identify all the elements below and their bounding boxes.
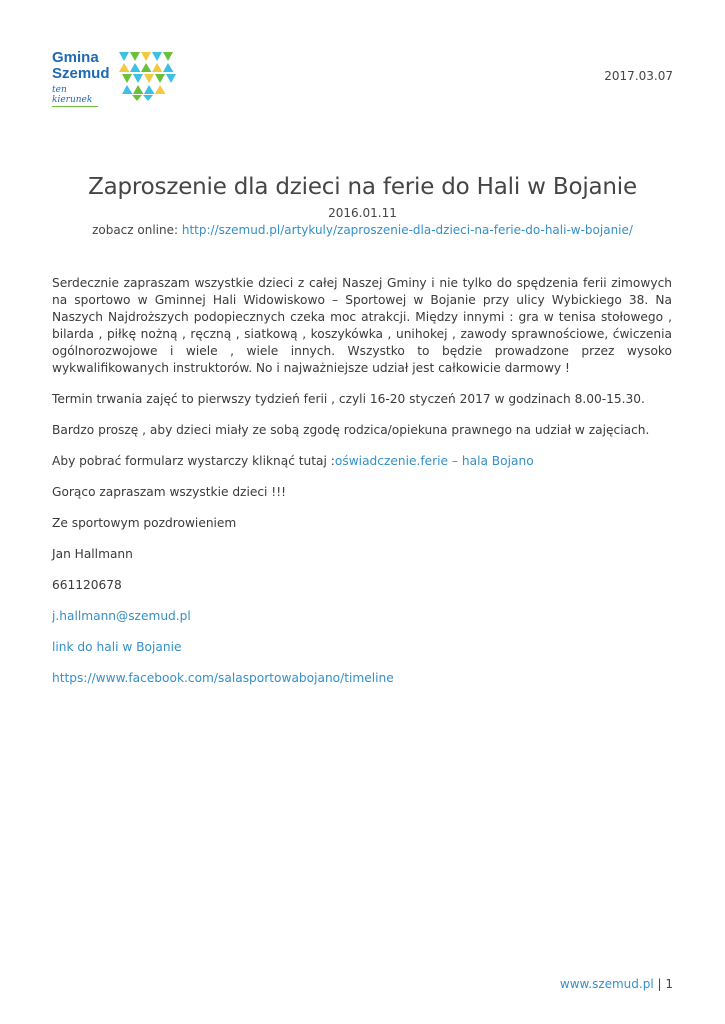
greeting-paragraph: Ze sportowym pozdrowieniem xyxy=(52,516,237,530)
form-text: Aby pobrać formularz wystarczy kliknąć tutaj : xyxy=(52,454,335,468)
phone-number: 661120678 xyxy=(52,578,122,592)
email-link[interactable]: j.hallmann@szemud.pl xyxy=(52,609,191,623)
article-body xyxy=(52,275,672,701)
logo-line-2: Szemud xyxy=(52,65,110,82)
logo-line-1: Gmina xyxy=(52,49,99,66)
logo-wordmark xyxy=(52,50,118,107)
facebook-paragraph xyxy=(52,670,672,687)
intro-paragraph: Serdecznie zapraszam wszystkie dzieci z całej Naszej Gminy i nie tylko do spędzenia ferii zimowych na sportowo w Gminnej Hali Widowiskowo – Sportowej w Bojanie przy ulicy Wybickiego 38. Na Naszych Najdroższych podopiecznych czeka moc atrakcji. Między innymi : gra w tenisa stołowego , bilarda , piłkę nożną , ręczną , siatkową , koszykówka , unihokej , zawody sprawnościowe, ćwiczenia ogólnorozwojowe i wiele , wiele innych. Wszystko to będzie prowadzone przez wysoko wykwalifikowanych instruktorów. No i najważniejsze udział jest całkowicie darmowy ! xyxy=(52,276,672,375)
schedule-paragraph: Termin trwania zajęć to pierwszy tydzień ferii , czyli 16-20 styczeń 2017 w godzinach 8.00-15.30. xyxy=(52,392,645,406)
footer-site-link[interactable]: www.szemud.pl xyxy=(559,977,654,991)
footer-separator: | xyxy=(653,977,666,991)
hall-link[interactable]: link do hali w Bojanie xyxy=(52,640,182,654)
publication-date: 2016.01.11 xyxy=(328,206,397,220)
document-date: 2017.03.07 xyxy=(604,69,673,83)
hall-link-paragraph xyxy=(52,639,672,656)
form-download-link[interactable]: oświadczenie.ferie – hala Bojano xyxy=(334,454,534,468)
online-label: zobacz online: xyxy=(92,223,182,237)
email-paragraph xyxy=(52,608,672,625)
logo-tagline: ten kierunek xyxy=(52,85,98,107)
consent-paragraph: Bardzo proszę , aby dzieci miały ze sobą zgodę rodzica/opiekuna prawnego na udział w zajęciach. xyxy=(52,423,650,437)
form-paragraph xyxy=(52,453,672,470)
online-source-line xyxy=(0,223,725,237)
page-footer xyxy=(560,977,673,991)
author-name: Jan Hallmann xyxy=(52,547,133,561)
page-title: Zaproszenie dla dzieci na ferie do Hali w Bojanie xyxy=(88,174,637,200)
gmina-szemud-logo xyxy=(52,50,182,106)
page-number: 1 xyxy=(665,977,673,991)
invitation-paragraph: Gorąco zapraszam wszystkie dzieci !!! xyxy=(52,485,286,499)
facebook-link[interactable]: https://www.facebook.com/salasportowabojano/timeline xyxy=(52,671,394,685)
online-source-link[interactable]: http://szemud.pl/artykuly/zaproszenie-dla-dzieci-na-ferie-do-hali-w-bojanie/ xyxy=(181,223,633,237)
triangle-mosaic-icon xyxy=(119,50,177,102)
